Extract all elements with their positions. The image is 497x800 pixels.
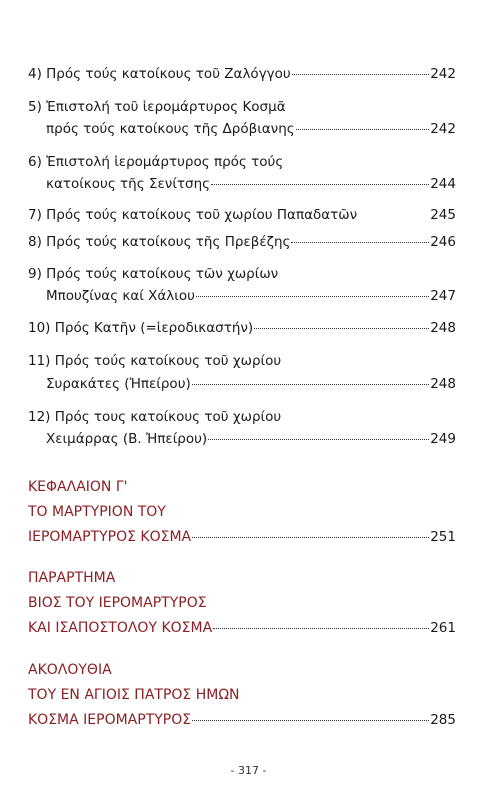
toc-entry-8 [28, 230, 456, 254]
page-number: 248 [430, 376, 456, 392]
dot-leader [358, 215, 429, 216]
toc-entry-text: 6) Ἐπιστολή ἱερομάρτυρος πρός τούς [28, 154, 284, 170]
toc-entry-12 [28, 405, 456, 429]
toc-entry-11 [28, 349, 456, 373]
toc-entry-12-cont [46, 427, 456, 451]
section-heading-text: ΑΚΟΛΟΥΘΙΑ [28, 662, 112, 678]
section-heading-text: ΠΑΡΑΡΤΗΜΑ [28, 570, 116, 586]
dot-leader [291, 241, 429, 243]
section-heading-line [28, 616, 456, 640]
dot-leader [192, 383, 429, 385]
toc-entry-text: Χειμάρρας (Β. Ἠπείρου) [46, 431, 208, 447]
section-heading-text: ΚΕΦΑΛΑΙΟΝ Γ' [28, 479, 128, 495]
section-heading-line [28, 658, 456, 682]
toc-entry-text: 4) Πρός τούς κατοίκους τοῦ Ζαλόγγου [28, 66, 291, 82]
page-number: 248 [430, 320, 456, 336]
section-heading-line [28, 500, 456, 524]
dot-leader [196, 295, 429, 297]
toc-entry-6-cont [46, 172, 456, 196]
toc-entry-text: 10) Πρός Κατῆν (=ἱεροδικαστήν) [28, 320, 254, 336]
dot-leader [292, 73, 429, 75]
dot-leader [211, 183, 429, 185]
toc-entry-text: πρός τούς κατοίκους τῆς Δρόβιανης [46, 121, 295, 137]
section-heading-text: ΤΟ ΜΑΡΤΥΡΙΟΝ ΤΟΥ [28, 504, 166, 520]
toc-entry-text: 12) Πρός τους κατοίκους τοῦ χωρίου [28, 409, 282, 425]
page-number: 242 [430, 66, 456, 82]
page-number: 247 [430, 288, 456, 304]
section-heading-line [28, 708, 456, 732]
section-heading-line [28, 525, 456, 549]
dot-leader [296, 128, 430, 130]
page-number: 261 [430, 620, 456, 636]
toc-entry-5 [28, 95, 456, 119]
toc-entry-text: 5) Ἐπιστολή τοῦ ἱερομάρτυρος Κοσμᾶ [28, 99, 286, 115]
toc-entry-text: 7) Πρός τούς κατοίκους τοῦ χωρίου Παπαδατῶν [28, 207, 358, 223]
dot-leader [208, 438, 429, 440]
toc-entry-11-cont [46, 372, 456, 396]
toc-entry-4 [28, 62, 456, 86]
section-heading-text: ΙΕΡΟΜΑΡΤΥΡΟΣ ΚΟΣΜΑ [28, 529, 192, 545]
dot-leader [192, 536, 429, 538]
dot-leader [213, 627, 429, 629]
page-number: 244 [430, 176, 456, 192]
page-number: 285 [430, 712, 456, 728]
toc-entry-text: Συρακάτες (Ἠπείρου) [46, 376, 191, 392]
section-heading-line [28, 566, 456, 590]
section-heading-line [28, 591, 456, 615]
section-heading-text: ΤΟΥ ΕΝ ΑΓΙΟΙΣ ΠΑΤΡΟΣ ΗΜΩΝ [28, 687, 240, 703]
page-number: 246 [430, 234, 456, 250]
page-footer-number: - 317 - [230, 764, 267, 777]
toc-entry-7 [28, 203, 456, 227]
toc-entry-9-cont [46, 284, 456, 308]
toc-entry-6 [28, 150, 456, 174]
section-heading-text: ΚΑΙ ΙΣΑΠΟΣΤΟΛΟΥ ΚΟΣΜΑ [28, 620, 213, 636]
toc-entry-10 [28, 316, 456, 340]
page-number: 249 [430, 431, 456, 447]
section-heading-line [28, 475, 456, 499]
section-heading-text: ΒΙΟΣ ΤΟΥ ΙΕΡΟΜΑΡΤΥΡΟΣ [28, 595, 207, 611]
toc-entry-text: 9) Πρός τούς κατοίκους τῶν χωρίων [28, 266, 279, 282]
dot-leader [254, 327, 429, 329]
toc-entry-text: κατοίκους τῆς Σενίτσης [46, 176, 211, 192]
dot-leader [192, 719, 429, 721]
toc-entry-text: Μπουζίνας καί Χάλιου [46, 288, 195, 304]
toc-entry-text: 8) Πρός τούς κατοίκους τῆς Πρεβέζης [28, 234, 291, 250]
toc-entry-9 [28, 262, 456, 286]
section-heading-text: ΚΟΣΜΑ ΙΕΡΟΜΑΡΤΥΡΟΣ [28, 712, 192, 728]
toc-entry-5-cont [46, 117, 456, 141]
page-number: 251 [430, 529, 456, 545]
toc-entry-text: 11) Πρός τούς κατοίκους τοῦ χωρίου [28, 353, 282, 369]
page-number: 245 [430, 207, 456, 223]
section-heading-line [28, 683, 456, 707]
page-number: 242 [430, 121, 456, 137]
